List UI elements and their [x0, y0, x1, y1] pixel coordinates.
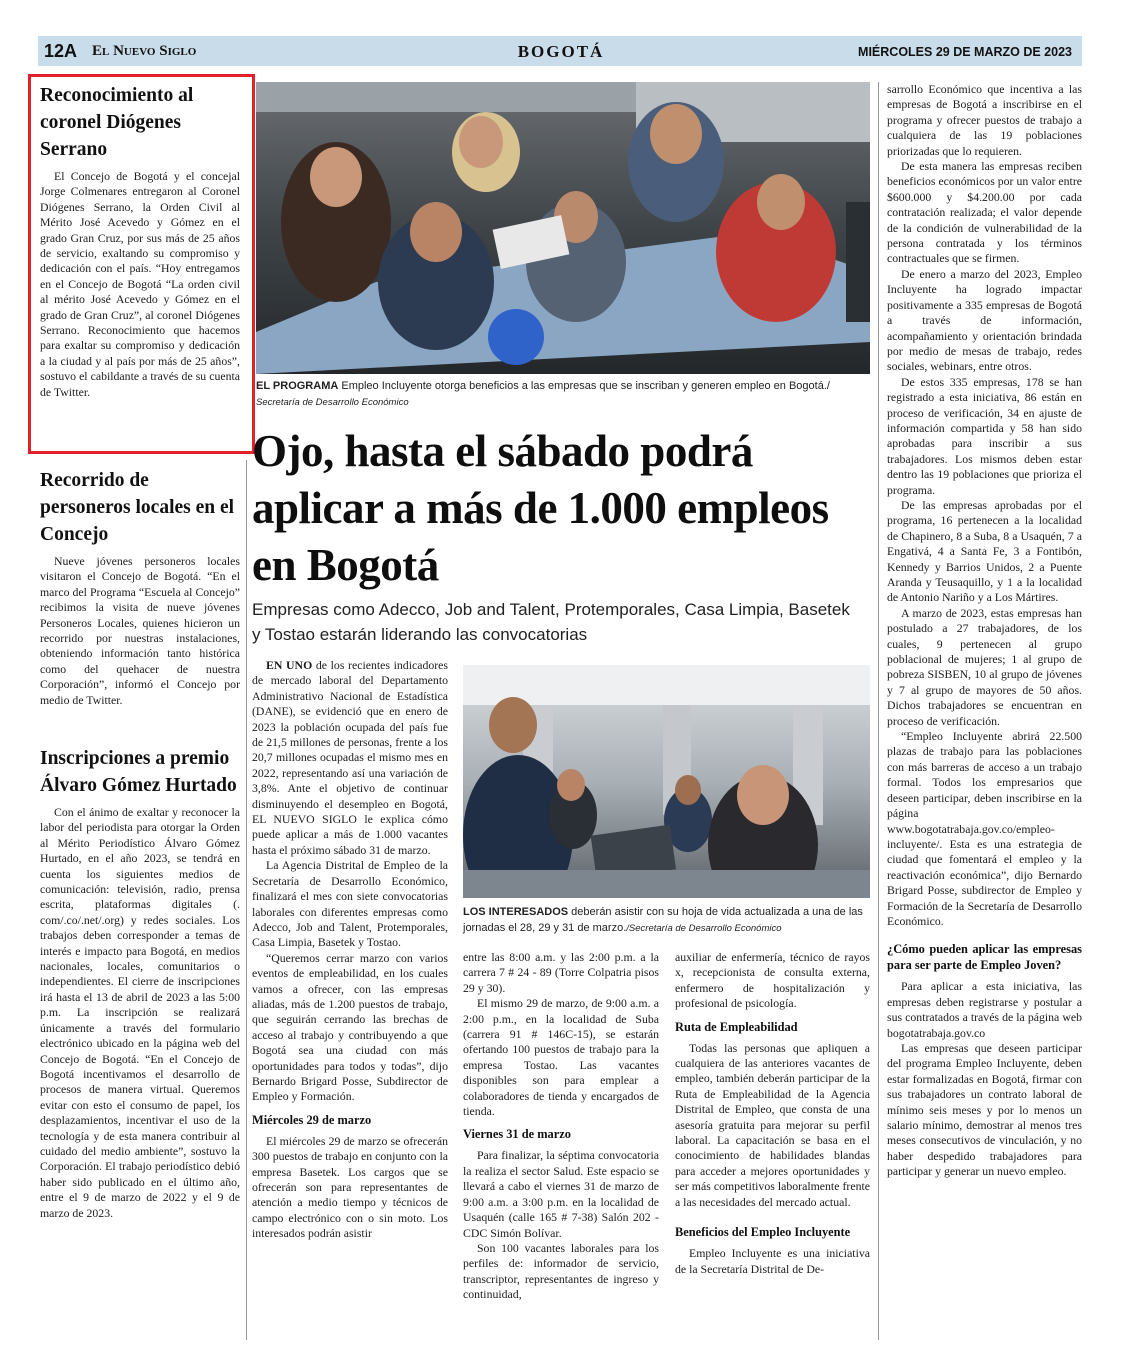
caption-text: deberán asistir con su hoja de vida actualizada a una de las jornadas el 28, 29 y 31 de marzo.: [463, 906, 863, 934]
article-column-3: [675, 950, 870, 1277]
article-paragraph: La Agencia Distrital de Empleo de la Secretaría de Desarrollo Económico, finalizará el mes con siete convocatorias laborales con diferentes empresas como Adecco, Job and Talent, Protemporales, Casa Limpia, Basetek y Tostao.: [252, 858, 448, 950]
brief-title: Inscripciones a premio Álvaro Gómez Hurtado: [40, 748, 237, 796]
page-number: 12A: [44, 41, 78, 61]
article-paragraph: Todas las personas que apliquen a cualquiera de las anteriores vacantes de empleo, también deberán participar de la Ruta de Empleabilidad de la Agencia Distrital de Empleo, que consta de una asesoría gratuita para mejorar su perfil laboral. La capacitación se basa en el conocimiento de habilidades blandas para acceder a mejores oportunidades y ser más competitivos laboralmente frente a las necesidades del mercado actual.: [675, 1040, 870, 1209]
main-photo-caption: [256, 378, 870, 411]
section-title: BOGOTÁ: [517, 42, 605, 61]
article-subhead: Ruta de Empleabilidad: [675, 1019, 798, 1034]
brief-body: [40, 169, 240, 400]
brief-title: Reconocimiento al coronel Diógenes Serrano: [40, 85, 194, 160]
article-column-4: [887, 82, 1082, 1180]
article-column-1: [252, 658, 448, 1242]
article-paragraph: Para aplicar a esta iniciativa, las empresas deben registrarse y postular a sus contratados a través de la página web bogotatrabaja.gov.co: [887, 979, 1082, 1040]
caption-text: Empleo Incluyente otorga beneficios a las empresas que se inscriban y generen empleo en Bogotá./: [338, 380, 830, 392]
article-paragraph: El miércoles 29 de marzo se ofrecerán 300 puestos de trabajo en conjunto con la empresa Basetek. Los cargos que se ofrecerán son para representantes de atención a medio tiempo y técnicos de campo electrónico con o sin moto. Los interesados podrán asistir: [252, 1133, 448, 1241]
column-rule: [878, 82, 879, 1340]
article-paragraph: De estos 335 empresas, 178 se han registrado a esta iniciativa, 86 están en proceso de verificación, 34 en ajuste de información compartida y 58 han sido aprobadas para inscribir a sus trabajadores. Los mismos deben estar dentro las 19 poblaciones que prioriza el programa.: [887, 374, 1082, 497]
article-paragraph: auxiliar de enfermería, técnico de rayos x, recepcionista de consulta externa, enfermero de hospitalización y profesional de psicología.: [675, 950, 870, 1011]
brief-body: [40, 554, 240, 708]
article-paragraph: “Empleo Incluyente abrirá 22.500 plazas de trabajo para las poblaciones con más barreras de acceso a un trabajo formal. Todos los empresarios que deseen participar, deben inscribirse en la página www.bogotatrabaja.gov.co/empleo-incluyente/. Esta es una estrategia de ciudad que fomentará el empleo y la reactivación económica”, dijo Bernardo Brigard Posse, subdirector de Empleo y Formación de la Secretaría de Desarrollo Económico.: [887, 729, 1082, 928]
brief-body: [40, 805, 240, 1221]
second-photo-caption: [463, 904, 870, 937]
caption-label: LOS INTERESADOS: [463, 906, 569, 918]
photo-credit: /Secretaría de Desarrollo Económico: [626, 923, 782, 934]
brief-3: [40, 745, 240, 1221]
article-paragraph: sarrollo Económico que incentiva a las empresas de Bogotá a inscribirse en el programa y ofrecer puestos de trabajo a cualquiera de las 19 poblaciones priorizadas que lo requieren.: [887, 82, 1082, 158]
brief-paragraph: El Concejo de Bogotá y el concejal Jorge Colmenares entregaron al Coronel Diógenes Serrano, la Orden Civil al Mérito José Acevedo y Gómez en el grado Gran Cruz, por sus más de 25 años de servicio, exaltando su compromiso y dedicación con el país. “Hoy entregamos en el Concejo de Bogotá “La orden civil al mérito José Acevedo y Gómez en el grado de Gran Cruz”, al coronel Diógenes Serrano. Reconocimiento que hacemos para exaltar su compromiso y dedicación a la ciudad y al país por más de 25 años”, sostuvo el cabildante a través de su cuenta de Twitter.: [40, 169, 240, 399]
article-paragraph: De esta manera las empresas reciben beneficios económicos por un valor entre $600.000 y $4.200.00 por cada contratación realizada; el valor depende de la condición de vulnerabilidad de la persona contratada y los términos contractuales que se firmen.: [887, 159, 1082, 266]
article-headline: Ojo, hasta el sábado podrá aplicar a más de 1.000 empleos en Bogotá: [252, 426, 829, 590]
article-subhead: ¿Cómo pueden aplicar las empresas para ser parte de Empleo Joven?: [887, 942, 1082, 973]
article-paragraph: Las empresas que deseen participar del programa Empleo Incluyente, deben estar formalizadas en Bogotá, firmar con sus trabajadores un contrato laboral de mínimo seis meses y por lo menos un salario mínimo, demostrar al menos tres meses consecutivos de vinculación, y no haber despedido trabajadores para participar y generar un nuevo empleo.: [887, 1040, 1082, 1179]
article-paragraph: A marzo de 2023, estas empresas han postulado a 27 trabajadores, de los cuales, 9 pertenecen al grupo poblacional de mujeres; 1 al grupo de pobreza SISBEN, 10 al grupo de jóvenes y 7 al grupo de mayores de 50 años. Dichos trabajadores se encuentran en proceso de verificación.: [887, 605, 1082, 728]
article-subhead: Beneficios del Empleo Incluyente: [675, 1225, 851, 1240]
article-subhead: Miércoles 29 de marzo: [252, 1112, 372, 1127]
article-subhead: Viernes 31 de marzo: [463, 1127, 571, 1142]
article-paragraph: entre las 8:00 a.m. y las 2:00 p.m. a la carrera 7 # 24 - 89 (Torre Colpatria pisos 29 y 30).: [463, 950, 659, 995]
article-paragraph: El mismo 29 de marzo, de 9:00 a.m. a 2:00 p.m., en la localidad de Suba (carrera 91 # 146C-15), se estarán ofertando 100 puestos de trabajo para la empresa Tostao. Las vacantes disponibles son para emplear a colaboradores de tienda y encargados de tienda.: [463, 996, 659, 1119]
article-paragraph: Son 100 vacantes laborales para los perfiles de: informador de servicio, transcriptor, representantes de ingreso y continuidad,: [463, 1240, 659, 1302]
brief-2: [40, 467, 240, 708]
column-rule: [246, 460, 247, 1340]
article-paragraph: Para finalizar, la séptima convocatoria la realiza el sector Salud. Este espacio se llevará a cabo el viernes 31 de marzo de 9:00 a.m. a 3:00 p.m. en la localidad de Usaquén (calle 165 # 7-38) Salón 202 - CDC Simón Bolívar.: [463, 1148, 659, 1240]
article-paragraph-text: de los recientes indicadores de mercado laboral del Departamento Administrativo Nacional de Estadística (DANE), se evidenció que en enero de 2023 la población ocupada del país fue de 21,5 millones de personas, frente a los 20,7 millones ocupadas el mismo mes en 2022, representando así una variación de 3,8%. Ante el objetivo de continuar disminuyendo el desempleo en Bogotá, EL NUEVO SIGLO le explica cómo puede aplicar a más de 1.000 vacantes hasta el próximo sábado 31 de marzo.: [252, 658, 448, 857]
article-paragraph: De enero a marzo del 2023, Empleo Incluyente ha logrado impactar positivamente a 335 empresas de Bogotá a través de información, acompañamiento y orientación brindada por medio de mesas de trabajo, redes sociales, webinars, entre otros.: [887, 266, 1082, 374]
brief-title: Recorrido de personeros locales en el Concejo: [40, 470, 235, 545]
article-deck: Empresas como Adecco, Job and Talent, Protemporales, Casa Limpia, Basetek y Tostao estarán liderando las convocatorias: [252, 600, 850, 644]
brief-paragraph: Nueve jóvenes personeros locales visitaron el Concejo de Bogotá. “En el marco del Programa “Escuela al Concejo” recibimos la visita de nueve jóvenes Personeros Locales, quienes hicieron un recorrido por nuestras instalaciones, obteniendo información tanto histórica como del quehacer de nuestra Corporación”, informó el Concejo por medio de Twitter.: [40, 554, 240, 707]
brief-1: [40, 82, 240, 400]
article-paragraph: De las empresas aprobadas por el programa, 16 pertenecen a la localidad de Chapinero, 8 a Suba, 8 a Usaquén, 7 a Engativá, 4 a Santa Fe, 3 a Fontibón, Kennedy y Barrios Unidos, 2 a Puente Aranda y Teusaquillo, y 1 a la localidad de Antonio Nariño y a Los Mártires.: [887, 497, 1082, 605]
photo-credit: Secretaría de Desarrollo Económico: [256, 397, 409, 408]
article-column-2: [463, 950, 659, 1303]
article-paragraph: “Queremos cerrar marzo con varios eventos de empleabilidad, en los cuales vamos a ofrecer, con las empresas aliadas, más de 1.200 puestos de trabajo, que seguirán cerrando las brechas de acceso al trabajo y contribuyendo a que Bogotá sea una ciudad con más oportunidades para todos y todas”, dijo Bernardo Brigard Posse, Subdirector de Empleo y Formación.: [252, 950, 448, 1104]
article-paragraph: [252, 658, 448, 858]
publication-date: MIÉRCOLES 29 DE MARZO DE 2023: [858, 45, 1072, 59]
newspaper-name: El Nuevo Siglo: [92, 43, 197, 59]
caption-label: EL PROGRAMA: [256, 380, 339, 392]
article-lead-in: EN UNO: [266, 658, 313, 672]
brief-paragraph: Con el ánimo de exaltar y reconocer la labor del periodista para otorgar la Orden al Mérito Periodístico Álvaro Gómez Hurtado, en el año 2023, se tendrá en cuenta los siguientes medios de comunicación: televisión, radio, prensa escrita, plataformas digitales (. com/.co/.net/.org) y redes sociales. Los trabajos deben corresponder a temas de interés e impacto para Bogotá, en medios nacionales, locales, comunitarios o independientes. El cierre de inscripciones irá hasta el 13 de abril de 2023 a las 5:00 p.m. La inscripción se realizará únicamente a través del formulario electrónico ubicado en la página web del Concejo de Bogotá. “En el Concejo de Bogotá incentivamos el desarrollo de procesos de manera virtual. Queremos evitar con esto el consumo de papel, los desplazamientos, incentivar el uso de la tecnología y de esta manera contribuir al cuidado del medio ambiente”, sostuvo la Corporación. El trabajo periodístico debió haber sido publicado en el último año, entre el 9 de marzo de 2022 y el 9 de marzo de 2023.: [40, 805, 240, 1220]
main-photo: [256, 82, 870, 374]
second-photo: [463, 665, 870, 898]
article-paragraph: Empleo Incluyente es una iniciativa de la Secretaría Distrital de De-: [675, 1246, 870, 1276]
